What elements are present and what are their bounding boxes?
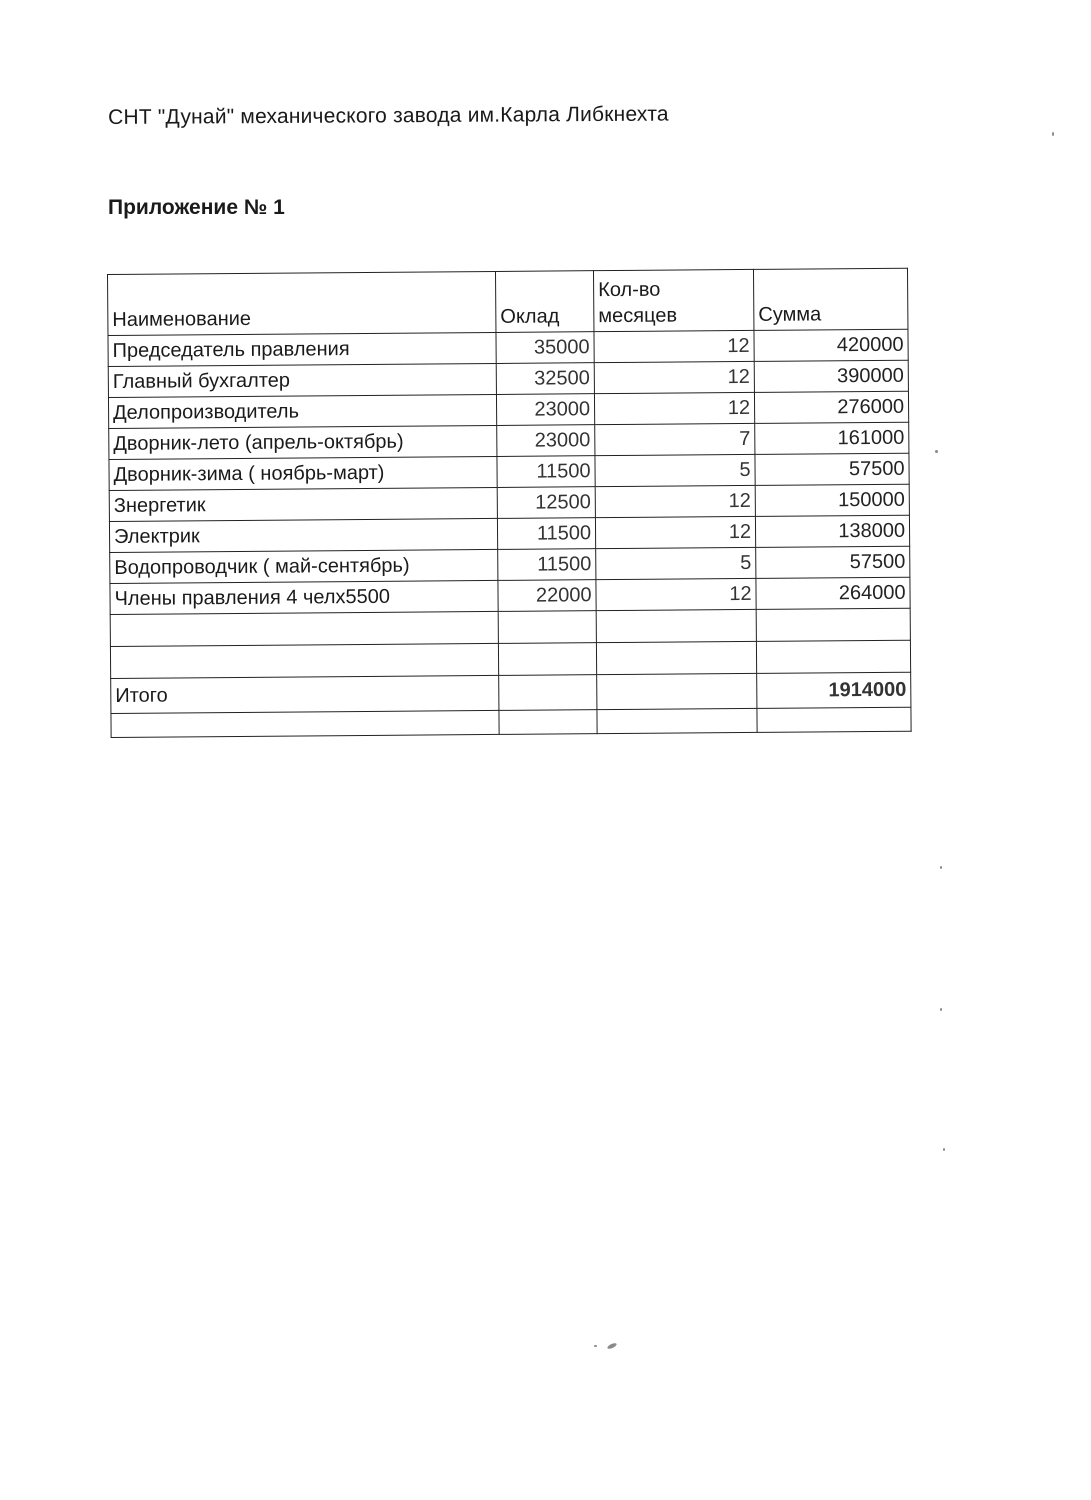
row-total: 138000 — [755, 515, 909, 547]
total-label: Итого — [111, 675, 499, 713]
row-total: 264000 — [756, 577, 910, 609]
column-header-months-line2: месяцев — [598, 304, 678, 328]
empty-cell — [597, 708, 757, 733]
row-months: 12 — [595, 485, 755, 517]
row-total: 57500 — [755, 453, 909, 485]
row-salary: 23000 — [496, 394, 594, 426]
column-header-months-line1: Кол-во — [598, 278, 661, 302]
table-header-row — [108, 268, 908, 335]
row-name: Дворник-зима ( ноябрь-март) — [109, 456, 497, 490]
row-total: 390000 — [754, 360, 908, 392]
column-header-total: Сумма — [753, 268, 907, 330]
salary-table — [107, 268, 912, 738]
row-name: Члены правления 4 челх5500 — [110, 580, 498, 614]
row-name: Главный бухгалтер — [108, 363, 496, 397]
row-salary: 12500 — [497, 487, 595, 519]
scan-speck — [607, 1342, 618, 1350]
row-total: 150000 — [755, 484, 909, 516]
row-total: 57500 — [756, 546, 910, 578]
row-salary: 32500 — [496, 363, 594, 395]
row-months: 7 — [595, 423, 755, 455]
row-salary: 22000 — [498, 580, 596, 612]
row-salary: 11500 — [498, 549, 596, 581]
row-months: 12 — [594, 330, 754, 362]
row-total: 161000 — [755, 422, 909, 454]
row-months: 5 — [596, 547, 756, 579]
empty-cell — [596, 641, 756, 674]
column-header-name: Наименование — [108, 271, 496, 335]
empty-cell — [498, 643, 596, 676]
salary-table-container — [107, 268, 912, 738]
row-name: Знергетик — [109, 487, 497, 521]
empty-cell — [110, 611, 498, 646]
empty-cell — [757, 707, 911, 732]
empty-cell — [110, 643, 498, 678]
row-total: 276000 — [754, 391, 908, 423]
empty-cell — [597, 673, 757, 709]
empty-cell — [499, 710, 597, 735]
column-header-salary: Оклад — [495, 271, 593, 333]
row-salary: 23000 — [497, 425, 595, 457]
appendix-title: Приложение № 1 — [108, 196, 285, 219]
scan-speck — [935, 450, 938, 453]
empty-cell — [596, 609, 756, 642]
scan-speck — [940, 1008, 942, 1011]
row-months: 12 — [595, 516, 755, 548]
row-name: Дворник-лето (апрель-октябрь) — [109, 425, 497, 459]
scan-speck — [594, 1345, 597, 1347]
row-salary: 35000 — [496, 332, 594, 364]
scan-speck — [940, 866, 942, 869]
empty-cell — [499, 675, 597, 711]
empty-cell — [756, 640, 910, 673]
row-salary: 11500 — [497, 518, 595, 550]
scan-speck — [1052, 132, 1054, 136]
empty-cell — [111, 710, 499, 737]
row-months: 5 — [595, 454, 755, 486]
row-total: 420000 — [754, 329, 908, 361]
row-months: 12 — [594, 361, 754, 393]
empty-cell — [498, 611, 596, 644]
organization-title: СНТ "Дунай" механического завода им.Карла Либкнехта — [108, 102, 669, 129]
row-salary: 11500 — [497, 456, 595, 488]
empty-row — [111, 707, 911, 737]
scan-speck — [943, 1148, 945, 1151]
grand-total-value: 1914000 — [757, 672, 911, 708]
row-name: Делопроизводитель — [108, 394, 496, 428]
column-header-months — [593, 269, 753, 331]
row-name: Водопроводчик ( май-сентябрь) — [110, 549, 498, 583]
row-months: 12 — [594, 392, 754, 424]
row-name: Электрик — [109, 518, 497, 552]
empty-cell — [756, 608, 910, 641]
row-name: Председатель правления — [108, 332, 496, 366]
row-months: 12 — [596, 578, 756, 610]
